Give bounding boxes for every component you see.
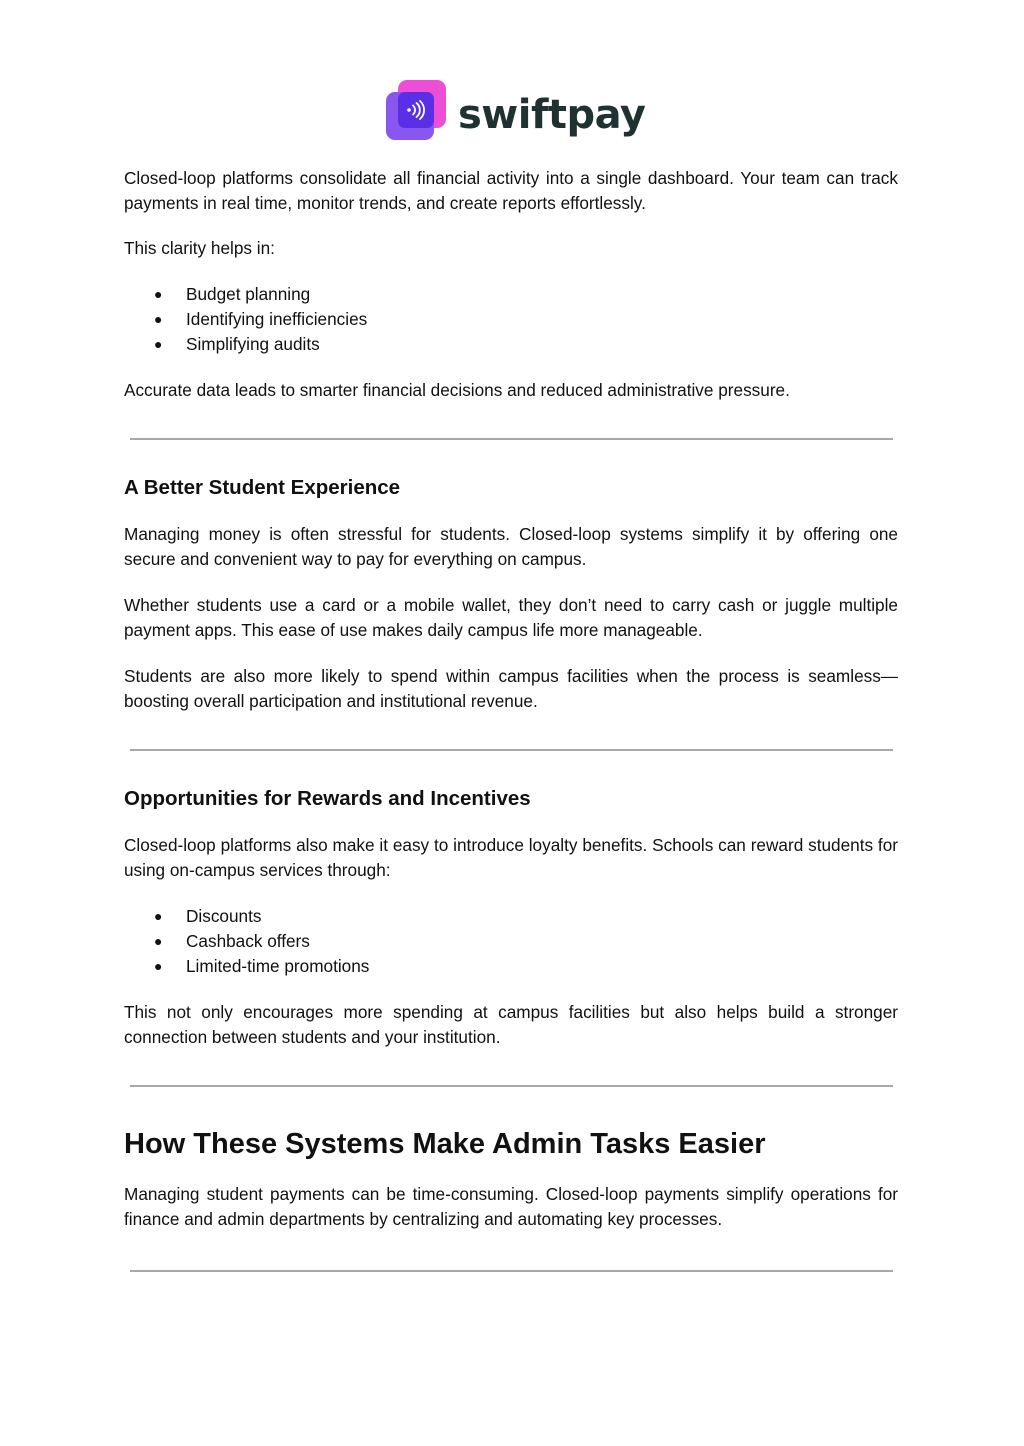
student-paragraph-1: Managing money is often stressful for students. Closed-loop systems simplify it by offering one secure and convenient way to pay for everything on campus.: [124, 524, 898, 569]
section-divider: [130, 1085, 893, 1087]
section-divider: [130, 1270, 893, 1272]
logo-wordmark: swiftpay: [458, 92, 646, 138]
intro-bullet-list: [124, 282, 898, 357]
intro-paragraph-3: Accurate data leads to smarter financial decisions and reduced administrative pressure.: [124, 380, 790, 400]
heading-student-experience: A Better Student Experience: [124, 476, 401, 499]
heading-admin-tasks: How These Systems Make Admin Tasks Easier: [124, 1128, 766, 1160]
list-item: ● Simplifying audits: [124, 332, 898, 357]
heading-rewards-incentives: Opportunities for Rewards and Incentives: [124, 787, 531, 810]
rewards-paragraph-1: Closed-loop platforms also make it easy to introduce loyalty benefits. Schools can reward students for using on-campus services through:: [124, 835, 898, 880]
list-item: ● Budget planning: [124, 282, 898, 307]
intro-paragraph-2: This clarity helps in:: [124, 238, 275, 258]
swiftpay-logo: [386, 80, 645, 142]
document-body: [124, 166, 898, 1272]
section-divider: [130, 749, 893, 751]
list-item: ● Discounts: [124, 904, 898, 929]
contactless-icon: [398, 92, 434, 128]
intro-paragraph-1: Closed-loop platforms consolidate all financial activity into a single dashboard. Your team can track payments in real time, monitor trends, and create reports effortlessly.: [124, 168, 898, 213]
rewards-paragraph-2: This not only encourages more spending at campus facilities but also helps build a stronger connection between students and your institution.: [124, 1002, 898, 1047]
logo-mark: [386, 80, 448, 142]
list-item: ● Limited-time promotions: [124, 954, 898, 979]
section-divider: [130, 438, 893, 440]
student-paragraph-3: Students are also more likely to spend within campus facilities when the process is seamless—boosting overall participation and institutional revenue.: [124, 666, 898, 711]
list-item: ● Identifying inefficiencies: [124, 307, 898, 332]
rewards-bullet-list: [124, 904, 898, 979]
student-paragraph-2: Whether students use a card or a mobile wallet, they don’t need to carry cash or juggle multiple payment apps. This ease of use makes daily campus life more manageable.: [124, 595, 898, 640]
list-item: ● Cashback offers: [124, 929, 898, 954]
admin-paragraph-1: Managing student payments can be time-consuming. Closed-loop payments simplify operations for finance and admin departments by centralizing and automating key processes.: [124, 1184, 898, 1229]
